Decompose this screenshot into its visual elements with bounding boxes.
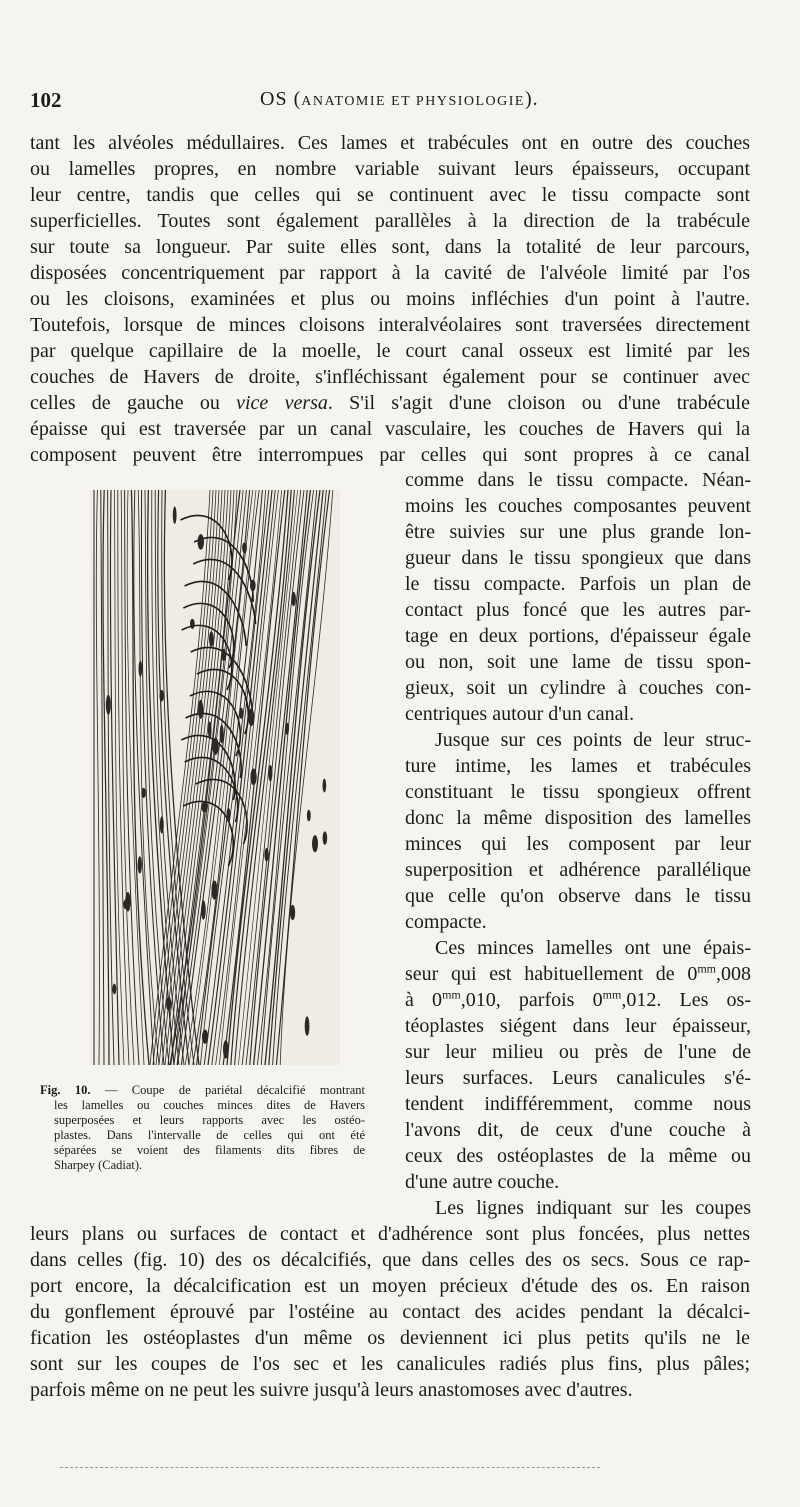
figure-label: Fig. 10. xyxy=(40,1083,91,1097)
caption-line xyxy=(40,1083,365,1098)
caption-line: superposées et leurs rapports avec les ostéo- xyxy=(54,1113,365,1127)
page-number: 102 xyxy=(30,88,62,112)
osteoplast-mark xyxy=(202,1030,208,1044)
text-segment: à 0 xyxy=(405,989,443,1011)
column-line: contact plus foncé que les autres par- xyxy=(405,599,751,621)
osteoplast-mark xyxy=(250,580,256,592)
text-segment: ,008 xyxy=(716,963,751,985)
text-line: fication les ostéoplastes d'un même os deviennent ici plus petits qu'ils ne le xyxy=(30,1327,750,1349)
osteoplast-mark xyxy=(201,900,206,919)
text-line: couches de Havers de droite, s'infléchissant également pour se continuer avec xyxy=(30,366,750,388)
osteoplast-mark xyxy=(290,905,295,920)
text-line: parfois même on ne peut les suivre jusqu'à leurs anastomoses avec d'autres. xyxy=(30,1379,633,1401)
text-line: leurs plans ou surfaces de contact et d'adhérence sont plus foncées, plus nettes xyxy=(30,1223,750,1245)
text-line: composent peuvent être interrompues par celles qui sont propres à ce canal xyxy=(30,444,750,466)
caption-line: les lamelles ou couches minces dites de Havers xyxy=(54,1098,365,1112)
column-line: leurs surfaces. Leurs canalicules s'é- xyxy=(405,1067,751,1089)
column-line: minces qui les composent par leur xyxy=(405,833,751,855)
column-line: ou non, soit une lame de tissu spon- xyxy=(405,651,751,673)
column-line: superposition et adhérence parallélique xyxy=(405,859,751,881)
text-line xyxy=(30,390,750,416)
text-line: Toutefois, lorsque de minces cloisons interalvéolaires sont traversées directement xyxy=(30,314,750,336)
osteoplast-mark xyxy=(166,997,171,1011)
text-line: épaisse qui est traversée par un canal vasculaire, les couches de Havers qui la xyxy=(30,418,750,440)
column-line: moins les couches composantes peuvent xyxy=(405,495,751,517)
column-line: que celle qu'on observe dans le tissu xyxy=(405,885,751,907)
osteoplast-mark xyxy=(209,632,214,647)
osteoplast-mark xyxy=(226,808,230,822)
osteoplast-mark xyxy=(141,788,146,798)
osteoplast-mark xyxy=(198,534,205,550)
caption-text: — Coupe de pariétal décalcifié montrant xyxy=(90,1083,365,1097)
osteoplast-mark xyxy=(208,721,212,739)
column-line: Jusque sur ces points de leur struc- xyxy=(435,729,751,751)
text-line: sur toute sa longueur. Par suite elles sont, dans la totalité de leur parcours, xyxy=(30,236,750,258)
osteoplast-mark xyxy=(106,695,111,715)
bone-section-engraving xyxy=(90,490,340,1065)
text-line: ou les cloisons, examinées et plus ou moins infléchies d'un point à l'autre. xyxy=(30,288,750,310)
osteoplast-mark xyxy=(125,892,130,912)
text-line: disposées concentriquement par rapport à la cavité de l'alvéole limité par l'os xyxy=(30,262,750,284)
column-line: téoplastes siégent dans leur épaisseur, xyxy=(405,1015,751,1037)
text-segment: seur qui est habituellement de 0 xyxy=(405,963,698,985)
column-line: ture intime, les lames et trabécules xyxy=(405,755,751,777)
figure-illustration xyxy=(90,490,340,1065)
osteoplast-mark xyxy=(268,765,272,781)
osteoplast-mark xyxy=(211,880,217,899)
osteoplast-mark xyxy=(190,619,195,629)
osteoplast-mark xyxy=(223,1040,229,1058)
text-line: dans celles (fig. 10) des os décalcifiés, que dans celles des os secs. Sous ce rap- xyxy=(30,1249,750,1271)
column-line xyxy=(405,987,751,1013)
column-line: d'une autre couche. xyxy=(405,1171,560,1193)
column-line: ceux des ostéoplastes de la même ou xyxy=(405,1145,751,1167)
column-line: tendent indifféremment, comme nous xyxy=(405,1093,751,1115)
column-line: l'avons dit, de ceux d'une couche à xyxy=(405,1119,751,1141)
caption-line: plastes. Dans l'intervalle de celles qui ont été xyxy=(54,1128,365,1142)
column-line: être suivies sur une plus grande lon- xyxy=(405,521,751,543)
running-title xyxy=(260,88,539,111)
running-title-smallcaps: ANATOMIE ET PHYSIOLOGIE xyxy=(301,94,525,109)
osteoplast-mark xyxy=(291,592,296,606)
osteoplast-mark xyxy=(173,507,177,524)
osteoplast-mark xyxy=(250,768,256,785)
osteoplast-mark xyxy=(139,661,143,677)
unit-superscript: mm xyxy=(697,961,716,976)
column-line: sur leur milieu ou près de l'une de xyxy=(405,1041,751,1063)
figure-caption xyxy=(40,1083,365,1173)
column-line: constituant le tissu spongieux offrent xyxy=(405,781,751,803)
osteoplast-mark xyxy=(285,723,289,735)
text-segment: ,010, parfois 0 xyxy=(460,989,603,1011)
osteoplast-mark xyxy=(248,708,254,726)
osteoplast-mark xyxy=(323,831,328,844)
text-segment: . S'il s'agit d'une cloison ou d'une trabécule xyxy=(327,392,750,414)
osteoplast-mark xyxy=(160,816,164,833)
text-line: ou lamelles propres, en nombre variable suivant leurs épaisseurs, occupant xyxy=(30,158,750,180)
caption-line: séparées se voient des filaments dits fibres de xyxy=(54,1143,365,1157)
text-segment: celles de gauche ou xyxy=(30,392,237,414)
column-line: gueur dans le tissu spongieux que dans xyxy=(405,547,751,569)
text-line: superficielles. Toutes sont également parallèles à la direction de la trabécule xyxy=(30,210,750,232)
column-line: Les lignes indiquant sur les coupes xyxy=(435,1197,751,1219)
osteoplast-mark xyxy=(198,700,203,719)
unit-superscript: mm xyxy=(602,987,622,1002)
text-line: par quelque capillaire de la moelle, le court canal osseux est limité par les xyxy=(30,340,750,362)
osteoplast-mark xyxy=(305,1016,310,1035)
osteoplast-mark xyxy=(212,738,218,755)
column-line: gieux, soit un cylindre à couches con- xyxy=(405,677,751,699)
column-line: compacte. xyxy=(405,911,487,933)
column-line: tage en deux portions, d'épaisseur égale xyxy=(405,625,751,647)
osteoplast-mark xyxy=(312,835,318,852)
column-line: centriques autour d'un canal. xyxy=(405,703,635,725)
italic-phrase: vice versa xyxy=(236,392,328,414)
osteoplast-mark xyxy=(323,779,327,793)
caption-line: Sharpey (Cadiat). xyxy=(54,1158,143,1172)
unit-superscript: mm xyxy=(442,987,461,1002)
osteoplast-mark xyxy=(112,984,116,995)
column-line: comme dans le tissu compacte. Néan- xyxy=(405,469,751,491)
text-line: leur centre, tandis que celles qui se continuent avec le tissu compacte sont xyxy=(30,184,750,206)
running-title-suffix: ). xyxy=(525,88,539,110)
text-line: port encore, la décalcification est un moyen précieux d'étude des os. En raison xyxy=(30,1275,750,1297)
osteoplast-mark xyxy=(264,848,268,862)
column-line: le tissu compacte. Parfois un plan de xyxy=(405,573,751,595)
osteoplast-mark xyxy=(239,708,243,719)
text-segment: ,012. Les os- xyxy=(621,989,751,1011)
osteoplast-mark xyxy=(221,649,226,661)
osteoplast-mark xyxy=(138,856,142,873)
running-header xyxy=(30,88,750,118)
osteoplast-mark xyxy=(201,802,207,813)
osteoplast-mark xyxy=(159,690,164,702)
running-title-prefix: OS ( xyxy=(260,88,302,110)
osteoplast-mark xyxy=(242,542,247,553)
text-line: tant les alvéoles médullaires. Ces lames et trabécules ont en outre des couches xyxy=(30,132,750,154)
column-line: Ces minces lamelles ont une épais- xyxy=(435,937,751,959)
footer-rule xyxy=(60,1467,600,1468)
column-line: donc la même disposition des lamelles xyxy=(405,807,751,829)
column-line xyxy=(405,961,751,987)
text-line: sont sur les coupes de l'os sec et les canalicules radiés plus fins, plus pâles; xyxy=(30,1353,750,1375)
text-line: du gonflement éprouvé par l'ostéine au contact des acides pendant la décalci- xyxy=(30,1301,750,1323)
osteoplast-mark xyxy=(220,724,224,743)
osteoplast-mark xyxy=(307,810,311,822)
